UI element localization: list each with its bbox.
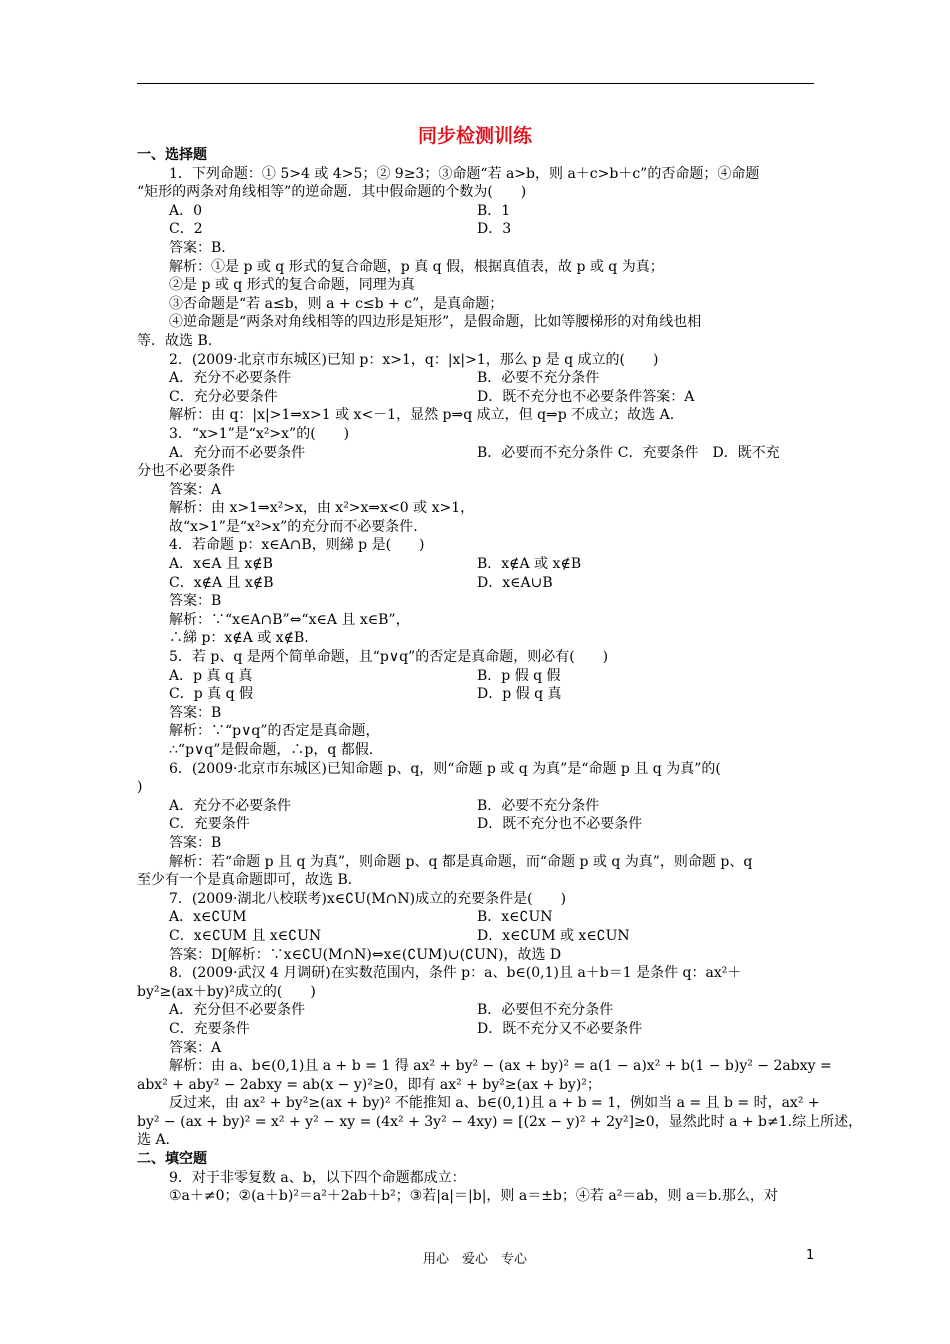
text-line: 选 A. [137, 1132, 171, 1149]
text-line: ③否命题是“若 a≤b，则 a + c≤b + c”，是真命题； [169, 295, 504, 312]
option-left: A．充分不必要条件 [169, 370, 292, 387]
text-line: “矩形的两条对角线相等”的逆命题．其中假命题的个数为( ) [137, 184, 527, 201]
text-line: 故“x>1”是“x²>x”的充分而不必要条件. [169, 518, 418, 535]
option-row [137, 388, 817, 407]
option-left: A．充分而不必要条件 [169, 444, 306, 461]
text-line: 答案：D[解析：∵x∈∁U(M∩N)⇔x∈(∁UM)∪(∁UN)，故选 D [169, 946, 562, 963]
option-left: A．0 [169, 202, 203, 219]
option-right: D．既不充分也不必要条件答案：A [477, 388, 695, 405]
option-row [137, 202, 817, 221]
option-right: B．必要不充分条件 [477, 370, 600, 387]
section-heading: 二、填空题 [137, 1151, 207, 1168]
option-right: B．x∉A 或 x∉B [477, 556, 582, 573]
option-left: C．充要条件 [169, 1020, 250, 1037]
text-line: ) [137, 779, 143, 796]
option-left: A．x∈A 且 x∉B [169, 556, 273, 573]
text-line: 答案：A [169, 1039, 222, 1056]
option-row [137, 797, 817, 816]
text-line: ∴“p∨q”是假命题，∴p，q 都假. [169, 742, 374, 758]
text-line: 7．(2009·湖北八校联考)x∈∁U(M∩N)成立的充要条件是( ) [169, 890, 567, 907]
text-line: 解析：∵“x∈A∩B”⇔“x∈A 且 x∈B”， [169, 611, 410, 628]
text-line: 分也不必要条件 [137, 463, 235, 480]
header-rule [137, 83, 814, 84]
text-line: 解析：①是 p 或 q 形式的复合命题，p 真 q 假，根据真值表，故 p 或 q 为真； [169, 258, 664, 275]
option-row [137, 908, 817, 927]
option-right: B．p 假 q 假 [477, 667, 561, 684]
text-line: 至少有一个是真命题即可，故选 B. [137, 872, 353, 889]
text-line: ①a＋≠0；②(a＋b)²＝a²＋2ab＋b²；③若|a|＝|b|，则 a＝±b；④若 a²＝ab，则 a＝b.那么，对 [169, 1188, 778, 1205]
option-row [137, 220, 817, 239]
option-left: C．充分必要条件 [169, 388, 278, 405]
text-line: 8．(2009·武汉 4 月调研)在实数范围内，条件 p：a、b∈(0,1)且 a＋b＝1 是条件 q：ax²＋ [169, 965, 742, 982]
option-left: C．x∈∁UM 且 x∈∁UN [169, 927, 322, 944]
text-line: 4．若命题 p：x∈A∩B，则綈 p 是( ) [169, 537, 425, 554]
option-right: D．x∈∁UM 或 x∈∁UN [477, 927, 630, 944]
text-line: 5．若 p、q 是两个简单命题，且“p∨q”的否定是真命题，则必有( ) [169, 649, 609, 666]
text-line: 解析：由 q：|x|>1⇒x>1 或 x<－1，显然 p⇒q 成立，但 q⇒p 不成立；故选 A. [169, 407, 675, 424]
option-left: A．p 真 q 真 [169, 667, 253, 684]
option-right: B．必要但不充分条件 [477, 1002, 614, 1019]
text-line: 3．“x>1”是“x²>x”的( ) [169, 425, 350, 442]
text-line: 解析：若“命题 p 且 q 为真”，则命题 p、q 都是真命题，而“命题 p 或 q 为真”，则命题 p、q [169, 853, 753, 870]
text-line: 6．(2009·北京市东城区)已知命题 p、q，则“命题 p 或 q 为真”是“命题 p 且 q 为真”的( [169, 760, 721, 777]
option-row [137, 815, 817, 834]
section-heading: 一、选择题 [137, 147, 207, 163]
text-line: 反过来，由 ax² + by²≥(ax + by)² 不能推知 a、b∈(0,1)且 a + b = 1，例如当 a = 且 b = 时，ax² + [169, 1095, 820, 1112]
option-row [137, 574, 817, 593]
text-line: 2．(2009·北京市东城区)已知 p：x>1，q：|x|>1，那么 p 是 q 成立的( ) [169, 351, 659, 368]
option-right: B．x∈∁UN [477, 909, 553, 926]
text-line: 解析：由 a、b∈(0,1)且 a + b = 1 得 ax² + by² − (ax + by)² = a(1 − a)x² + b(1 − b)y² − 2abxy = [169, 1058, 832, 1075]
option-row [137, 444, 817, 463]
text-line: 答案：B [169, 834, 222, 851]
text-line: ②是 p 或 q 形式的复合命题，同理为真 [169, 277, 415, 294]
text-line: 答案：A [169, 481, 222, 498]
option-left: A．充分但不必要条件 [169, 1002, 306, 1019]
option-left: C．x∉A 且 x∉B [169, 574, 274, 591]
text-line: abx² + aby² − 2abxy = ab(x − y)²≥0，即有 ax² + by²≥(ax + by)²； [137, 1076, 601, 1093]
option-right: D．x∈A∪B [477, 574, 553, 591]
option-left: A．x∈∁UM [169, 909, 247, 926]
text-line: by² − (ax + by)² = x² + y² − xy = (4x² + 3y² − 4xy) = [(2x − y)² + 2y²]≥0，显然此时 a + b≠1.综上所述， [137, 1113, 863, 1130]
page-number: 1 [806, 1248, 815, 1263]
option-right: B．必要而不充分条件 C．充要条件 D．既不充 [477, 444, 780, 461]
option-right: D．既不充分也不必要条件 [477, 816, 643, 833]
text-line: by²≥(ax＋by)²成立的( ) [137, 983, 316, 1000]
document-title: 同步检测训练 [417, 125, 532, 147]
option-right: D．既不充分又不必要条件 [477, 1020, 643, 1037]
option-right: D．3 [477, 221, 512, 238]
text-line: 解析：∵“p∨q”的否定是真命题， [169, 723, 380, 740]
text-line: 答案：B [169, 593, 222, 610]
option-right: D．p 假 q 真 [477, 686, 562, 703]
option-left: A．充分不必要条件 [169, 797, 292, 814]
document-body [137, 146, 863, 1206]
option-row [137, 1001, 817, 1020]
option-row [137, 1020, 817, 1039]
option-row [137, 667, 817, 686]
option-left: C．p 真 q 假 [169, 686, 253, 703]
text-line: ④逆命题是“两条对角线相等的四边形是矩形”，是假命题，比如等腰梯形的对角线也相 [169, 314, 702, 331]
text-line: 等．故选 B. [137, 332, 213, 349]
text-line: 9．对于非零复数 a、b，以下四个命题都成立： [169, 1169, 466, 1186]
option-row [137, 927, 817, 946]
option-right: B．1 [477, 202, 511, 219]
text-line: ∴綈 p：x∉A 或 x∉B. [169, 630, 309, 647]
footer-text: 用心 爱心 专心 [422, 1252, 527, 1267]
option-row [137, 369, 817, 388]
option-right: B．必要不充分条件 [477, 797, 600, 814]
option-row [137, 555, 817, 574]
text-line: 解析：由 x>1⇒x²>x，由 x²>x⇒x<0 或 x>1， [169, 500, 475, 517]
text-line: 1．下列命题：① 5>4 或 4>5；② 9≥3；③命题“若 a>b，则 a＋c>b＋c”的否命题；④命题 [169, 165, 760, 182]
option-left: C．2 [169, 221, 203, 238]
option-left: C．充要条件 [169, 816, 250, 833]
text-line: 答案：B. [169, 239, 226, 256]
text-line: 答案：B [169, 704, 222, 721]
option-row [137, 685, 817, 704]
